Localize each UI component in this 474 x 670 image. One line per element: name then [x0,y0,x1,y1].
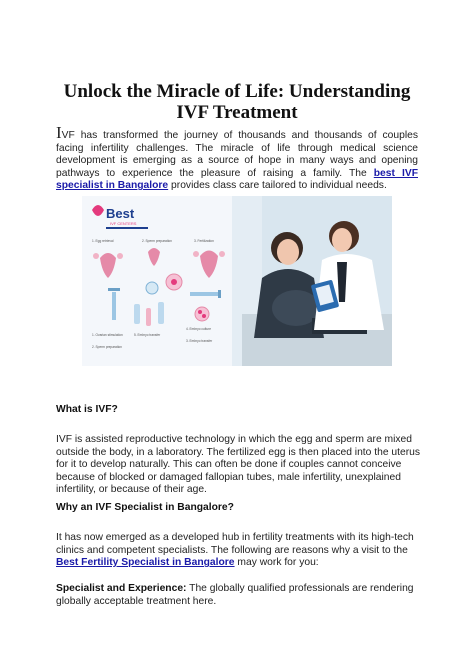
doctor-face [332,228,352,252]
step-label-2: 2. Sperm preparation [142,239,172,243]
page-title [40,81,434,123]
test-tube-icon-2 [146,308,151,326]
drop-cap: I [56,123,62,142]
hero-illustration [82,196,392,366]
why-text-after-link: may work for you: [234,557,319,569]
step-label-4: 4. Embryo culture [186,327,211,331]
syringe-icon-2 [190,292,220,296]
test-tube-icon-3 [158,302,164,324]
section-body-specialist-experience [56,583,422,608]
logo-text: Best [106,206,135,221]
section-heading-why-specialist: Why an IVF Specialist in Bangalore? [56,502,234,513]
section-body-why-specialist [56,532,422,570]
section-heading-what-is-ivf: What is IVF? [56,404,118,415]
page-title-line1: Unlock the Miracle of Life: Understanding [63,80,411,102]
section-body-what-is-ivf: IVF is assisted reproductive technology in which the egg and sperm are mixed outside the body, in a laboratory. The fertilized egg is then placed into the uterus for it to develop naturally. This can often be done if couples cannot conceive because of blocked or damaged fallopian tubes, male infertility, unexplained infertility, or because of their age. [56,434,421,496]
test-tube-icon-1 [134,304,140,324]
step-label-3: 3. Fertilization [194,239,214,243]
step-label-1: 1. Egg retrieval [92,239,114,243]
syringe-icon-1 [112,292,116,320]
patient-face [277,239,299,265]
page-title-line2: IVF Treatment [176,101,298,123]
specialist-experience-lead: Specialist and Experience: [56,583,187,594]
petri-dish-icon [146,282,158,294]
best-fertility-specialist-link[interactable]: Best Fertility Specialist in Bangalore [56,557,235,569]
step-label-5: 5. Embryo transfer [134,333,161,337]
intro-text-before-link: VF has transformed the journey of thousands and thousands of couples facing infertility challenges. The miracle of life through medical science development is emerging as a source of hope in many ways and opening pathways to experience the pleasure of raising a family. The [56,130,418,179]
embryo-icon [195,307,209,321]
hero-image [82,196,392,366]
step-label-6: 1. Ovarian stimulation [92,333,123,337]
best-ivf-specialist-link[interactable]: best IVF specialist in Bangalore [56,167,418,192]
intro-paragraph [56,123,418,193]
specialist-experience-text: The globally qualified professionals are rendering globally acceptable treatment here. [56,583,414,607]
intro-text-after-link: provides class care tailored to individual needs. [168,180,387,192]
step-label-7: 2. Sperm preparation [92,345,122,349]
step-label-8: 3. Embryo transfer [186,339,213,343]
logo-subtext: IVF CENTERS [110,221,137,226]
why-text-before-link: It has now emerged as a developed hub in fertility treatments with its high-tech clinics and competent specialists. The following are reasons why a visit to the [56,532,414,556]
